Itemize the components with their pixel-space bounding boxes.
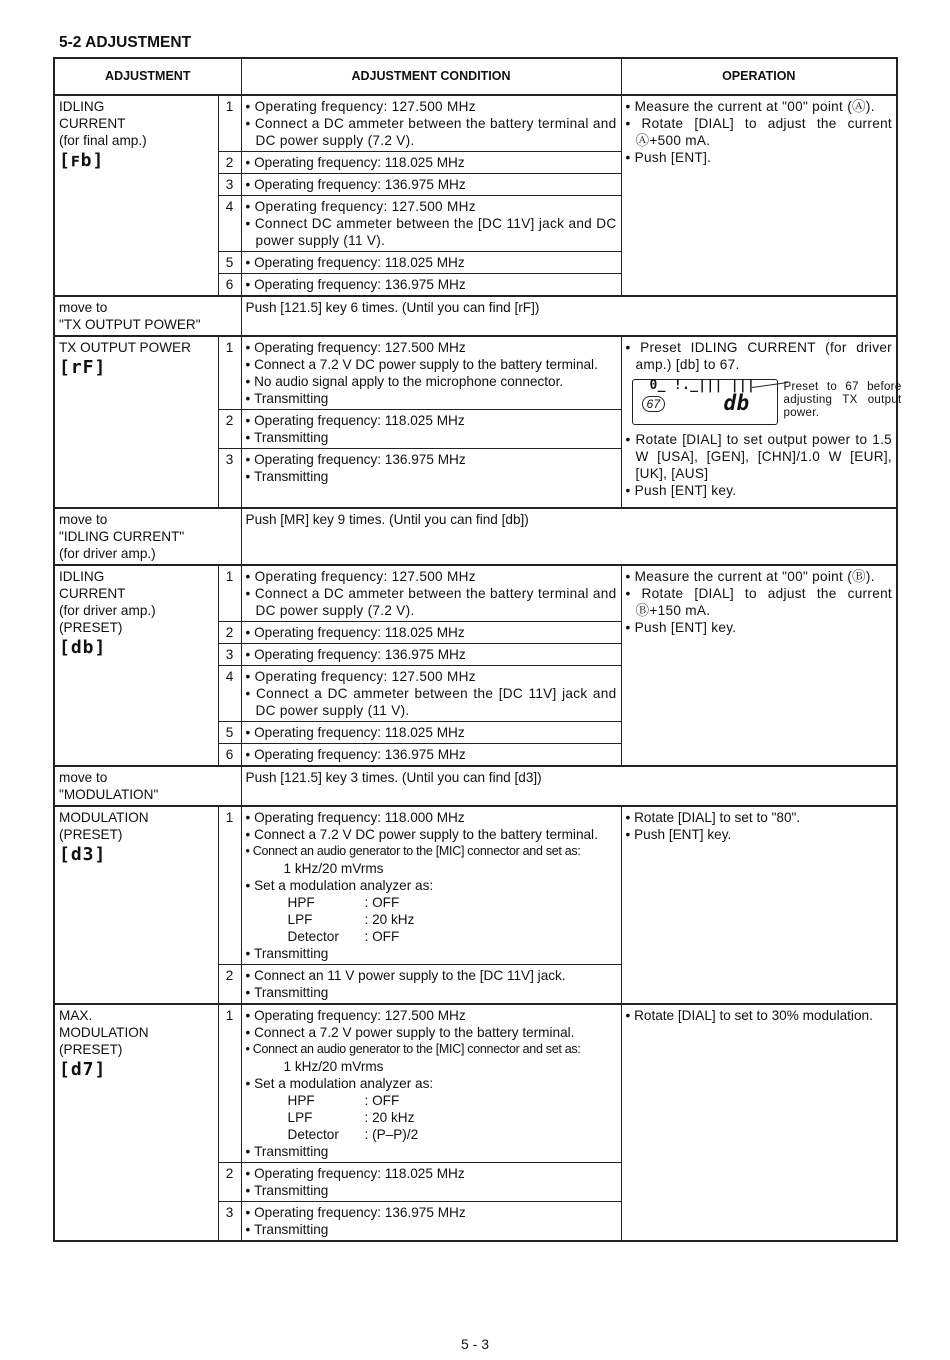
condition-cell: • Operating frequency: 127.500 MHz • Connect a DC ammeter between the battery terminal and DC power supply (7.2 V). xyxy=(241,95,621,152)
table-row: 5 • Operating frequency: 118.025 MHz xyxy=(54,722,897,744)
lcd-display-illustration: 0_ !._||| ||| 67 db Preset to 67 before adjusting TX output power. xyxy=(632,379,893,425)
table-row: 2 • Connect an 11 V power supply to the [DC 11V] jack. • Transmitting xyxy=(54,965,897,1005)
move-row: move to "TX OUTPUT POWER" Push [121.5] key 6 times. (Until you can find [rF]) xyxy=(54,296,897,336)
table-row: MAX. MODULATION (PRESET) [d7] 1 • Operating frequency: 127.500 MHz • Connect a 7.2 V power supply to the battery terminal. • Connect an audio generator to the [MIC] connector and set as: 1 kHz/20 mVrms • Set a modulation analyzer as: HPF : OFF LPF : 20 kHz Detector : (P–P)/2 • Transmitting • Rotate [DIAL] to set to 30% modulation. xyxy=(54,1004,897,1163)
section-heading: 5-2 ADJUSTMENT xyxy=(59,34,192,51)
table-row: 2 • Operating frequency: 118.025 MHz • Transmitting xyxy=(54,1163,897,1202)
operation-cell: • Measure the current at "00" point (Ⓑ). • Rotate [DIAL] to adjust the current Ⓑ+150 mA. • Push [ENT] key. xyxy=(621,565,897,766)
table-row: 3 • Operating frequency: 136.975 MHz • Transmitting xyxy=(54,449,897,509)
operation-cell: • Measure the current at "00" point (Ⓐ). • Rotate [DIAL] to adjust the current Ⓐ+500 mA. • Push [ENT]. xyxy=(621,95,897,296)
table-row: 5 • Operating frequency: 118.025 MHz xyxy=(54,252,897,274)
table-row: 2 • Operating frequency: 118.025 MHz xyxy=(54,622,897,644)
table-row: 4 • Operating frequency: 127.500 MHz • Connect DC ammeter between the [DC 11V] jack and DC power supply (11 V). xyxy=(54,196,897,252)
adjustment-name-cell: MODULATION (PRESET) [d3] xyxy=(54,806,218,1004)
operation-cell: • Rotate [DIAL] to set to "80". • Push [ENT] key. xyxy=(621,806,897,1004)
adjustment-table xyxy=(53,57,902,1242)
display-code: [d7] xyxy=(59,1059,107,1080)
move-row: move to "MODULATION" Push [121.5] key 3 times. (Until you can find [d3]) xyxy=(54,766,897,806)
move-row: move to "IDLING CURRENT" (for driver amp.) Push [MR] key 9 times. (Until you can find [db]) xyxy=(54,508,897,565)
page-number: 5 - 3 xyxy=(460,1336,489,1352)
lcd-callout-note: Preset to 67 before adjusting TX output power. xyxy=(783,381,902,419)
operation-cell: • Preset IDLING CURRENT (for driver amp.) [db] to 67. 0_ !._||| ||| 67 db Preset to 67 before adjusting TX output power. • Rotate [DIAL] to set output power to 1.5 W [USA], [GEN], [CHN]/1.0 W [EUR], [UK], [AUS] • Push [ENT] key. xyxy=(621,336,897,508)
table-row: IDLING CURRENT (for final amp.) [ꜰb] 1 • Operating frequency: 127.500 MHz • Connect a DC ammeter between the battery terminal and DC power supply (7.2 V). • Measure the current at "00" point (Ⓐ). • Rotate [DIAL] to adjust the current Ⓐ+500 mA. • Push [ENT]. xyxy=(54,95,897,152)
table-row: IDLING CURRENT (for driver amp.) (PRESET) [db] 1 • Operating frequency: 127.500 MHz • Connect a DC ammeter between the battery terminal and DC power supply (7.2 V). • Measure the current at "00" point (Ⓑ). • Rotate [DIAL] to adjust the current Ⓑ+150 mA. • Push [ENT] key. xyxy=(54,565,897,622)
display-code: [ꜰb] xyxy=(59,150,105,171)
adjustment-name-cell: IDLING CURRENT (for final amp.) [ꜰb] xyxy=(54,95,218,296)
col-header-condition: ADJUSTMENT CONDITION xyxy=(241,58,621,95)
display-code: [db] xyxy=(59,637,107,658)
operation-cell: • Rotate [DIAL] to set to 30% modulation. xyxy=(621,1004,897,1241)
table-row: TX OUTPUT POWER [rF] 1 • Operating frequency: 127.500 MHz • Connect a 7.2 V DC power supply to the battery terminal. • No audio signal apply to the microphone connector. • Transmitting • Preset IDLING CURRENT (for driver amp.) [db] to 67. 0_ !._||| ||| 67 db Preset to 67 before adjusting TX output power. • Rotate [DIAL] to set output power to 1.5 W [USA], [GEN], [CHN]/1.0 W [EUR], [UK], [AUS] • Push [ENT] key. xyxy=(54,336,897,410)
table-row: MODULATION (PRESET) [d3] 1 • Operating frequency: 118.000 MHz • Connect a 7.2 V DC power supply to the battery terminal. • Connect an audio generator to the [MIC] connector and set as: 1 kHz/20 mVrms • Set a modulation analyzer as: HPF : OFF LPF : 20 kHz Detector : OFF • Transmitting • Rotate [DIAL] to set to "80". • Push [ENT] key. xyxy=(54,806,897,965)
col-header-adjustment: ADJUSTMENT xyxy=(54,58,241,95)
table-row: 2 • Operating frequency: 118.025 MHz • Transmitting xyxy=(54,410,897,449)
adjustment-name-cell: MAX. MODULATION (PRESET) [d7] xyxy=(54,1004,218,1241)
table-row: 4 • Operating frequency: 127.500 MHz • Connect a DC ammeter between the [DC 11V] jack and DC power supply (11 V). xyxy=(54,666,897,722)
table-row: 2 • Operating frequency: 118.025 MHz xyxy=(54,152,897,174)
display-code: [d3] xyxy=(59,844,107,865)
table-row: 6 • Operating frequency: 136.975 MHz xyxy=(54,274,897,297)
table-row: 6 • Operating frequency: 136.975 MHz xyxy=(54,744,897,767)
table-row: 3 • Operating frequency: 136.975 MHz xyxy=(54,644,897,666)
adjustment-name-cell: TX OUTPUT POWER [rF] xyxy=(54,336,218,508)
display-code: [rF] xyxy=(59,357,107,378)
adjustment-name-cell: IDLING CURRENT (for driver amp.) (PRESET) [db] xyxy=(54,565,218,766)
col-header-operation: OPERATION xyxy=(621,58,897,95)
table-row: 3 • Operating frequency: 136.975 MHz xyxy=(54,174,897,196)
table-row: 3 • Operating frequency: 136.975 MHz • Transmitting xyxy=(54,1202,897,1242)
